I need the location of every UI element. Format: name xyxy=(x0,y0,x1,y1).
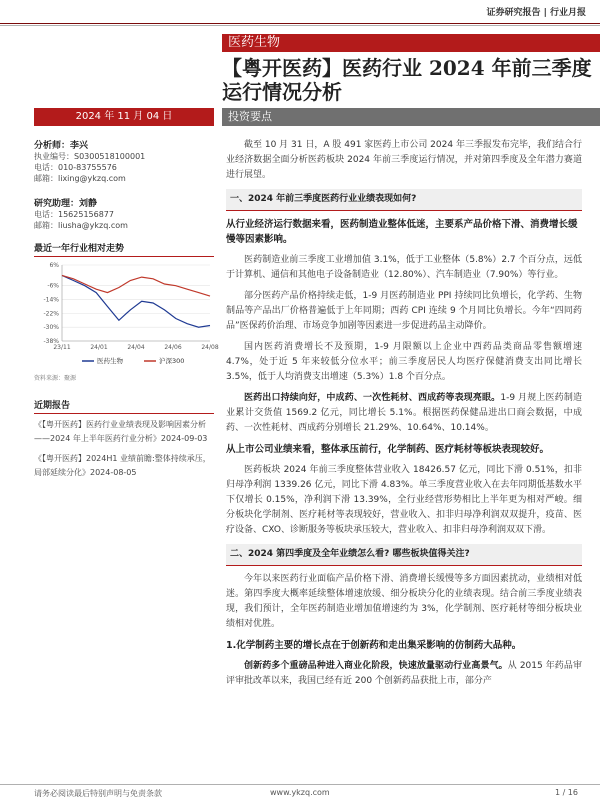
export-text: 1-9 月规上医药制造业累计交货值 1569.2 亿元，同比增长 5.1%。根据医药保健品进出口商会数据，中成药、一次性耗材、西成药分别增长 21.29%、10.64%、10.14%。 xyxy=(226,393,582,433)
x-tick-label: 24/06 xyxy=(164,344,182,351)
legend-label: 沪深300 xyxy=(159,357,185,365)
paragraph: 部分医药产品价格持续走低，1-9 月医药制造业 PPI 持续同比负增长，化学药、生物制品等产品出厂价格普遍低于上年同期；西药 CPI 连续 9 个月同比负增长。今年“四同药品”医保药价治理、市场竞争加剧等因素进一步促进药品主动降价。 xyxy=(226,291,582,331)
subsection-1-header: 1.化学制药主要的增长点在于创新药和走出集采影响的仿制药大品种。 xyxy=(226,640,522,651)
assistant-phone: 电话：15625156877 xyxy=(34,210,114,219)
y-tick-label: -14% xyxy=(43,296,59,304)
page-footer xyxy=(0,784,600,800)
intro-paragraph: 截至 10 月 31 日，A 股 491 家医药上市公司 2024 年三季报发布完毕，我们结合行业经济数据全面分析医药板块 2024 年前三季度运行情况，并对第四季度及全年潜力赛道进行展望。 xyxy=(226,140,582,180)
analyst-name: 分析师：李兴 xyxy=(34,141,89,151)
assistant-block xyxy=(34,196,214,231)
section-1-header: 一、2024 年前三季度医药行业业绩表现如何? xyxy=(226,189,582,211)
y-tick-label: -30% xyxy=(43,324,59,332)
analyst-license: 执业编号：S0300518100001 xyxy=(34,152,146,161)
trend-chart-svg xyxy=(34,259,219,371)
x-tick-label: 24/04 xyxy=(127,344,145,351)
paragraph-export xyxy=(226,391,582,436)
section-1-lead: 从行业经济运行数据来看，医药制造业整体低迷，主要系产品价格下滑、消费增长缓慢等因素影响。 xyxy=(226,219,578,245)
analyst-block xyxy=(34,138,214,184)
footer-website[interactable]: www.ykzq.com xyxy=(270,788,330,797)
recent-reports-title: 近期报告 xyxy=(34,398,214,414)
x-tick-label: 24/08 xyxy=(201,344,219,351)
page-number: 1 / 16 xyxy=(554,788,578,797)
relative-trend-chart xyxy=(34,259,219,371)
footer-disclaimer: 请务必阅读最后特别声明与免责条款 xyxy=(34,789,162,798)
paragraph: 今年以来医药行业面临产品价格下滑、消费增长缓慢等多方面因素扰动，业绩相对低迷。第四季度大概率延续整体增速放缓、细分板块分化的业绩表现。结合前三季度业绩表现，我们预计，全年医药制造业增加值增速约为 3%，化学制剂、医疗耗材等细分板块业绩相对优胜。 xyxy=(226,574,582,629)
report-date: 2024 年 11 月 04 日 xyxy=(34,108,214,126)
paragraph: 医药制造业前三季度工业增加值 3.1%，低于工业整体（5.8%）2.7 个百分点，远低于计算机、通信和其他电子设备制造业（12.80%）、汽车制造业（7.90%）等行业。 xyxy=(226,255,582,280)
y-tick-label: -38% xyxy=(43,338,59,345)
recent-report-item[interactable]: 《【粤开医药】2024H1 业绩前瞻:整体持续承压，局部延续分化》2024-08-05 xyxy=(34,454,211,477)
invest-points-header: 投资要点 xyxy=(222,108,600,126)
report-header-bar xyxy=(0,0,600,24)
innovative-drug-text: 从 2015 年药品审评审批改革以来，我国已经有近 200 个创新药品获批上市，部分产 xyxy=(226,661,582,686)
paragraph-innovative-drugs xyxy=(226,659,582,689)
assistant-email[interactable]: 邮箱：liusha@ykzq.com xyxy=(34,221,128,230)
header-rule xyxy=(0,25,600,26)
report-title: 【粤开医药】医药行业 2024 年前三季度运行情况分析 xyxy=(222,56,592,104)
paragraph: 国内医药消费增长不及预期，1-9 月限额以上企业中西药品类商品零售额增速 4.7%，处于近 5 年来较低分位水平；前三季度居民人均医疗保健消费支出同比增长 3.5%，低于人均消费支出增速（5.3%）1.8 个百分点。 xyxy=(226,342,582,382)
export-highlight: 医药出口持续向好，中成药、一次性耗材、西成药等表现亮眼。 xyxy=(244,393,501,403)
sector-tag: 医药生物 xyxy=(222,34,600,52)
analyst-email[interactable]: 邮箱：lixing@ykzq.com xyxy=(34,174,126,183)
x-tick-label: 23/11 xyxy=(53,344,71,351)
paragraph: 医药板块 2024 年前三季度整体营业收入 18426.57 亿元，同比下滑 0.51%，扣非归母净利润 1339.26 亿元，同比下滑 4.83%。单三季度营业收入在去年同期低基数水平下仅增长 0.15%，净利润下滑 13.39%，全行业经营形势相比上半年更为相对严峻。细分板块化学制剂、医疗耗材等表现较好，营业收入、扣非归母净利润双双提升，疫苗、医疗设备、CXO、诊断服务等板块承压较大，营业收入、扣非归母净利润双双下滑。 xyxy=(226,465,582,535)
y-tick-label: -6% xyxy=(47,282,59,290)
analyst-phone: 电话：010-83755576 xyxy=(34,163,117,172)
sidebar xyxy=(34,138,219,486)
chart-source: 资料来源：聚源 xyxy=(34,375,77,382)
section-1-lead-2: 从上市公司业绩来看，整体承压前行，化学制药、医疗耗材等板块表现较好。 xyxy=(226,444,550,455)
main-content xyxy=(226,138,582,695)
x-tick-label: 24/01 xyxy=(90,344,108,351)
legend-label: 医药生物 xyxy=(97,357,123,365)
innovative-drug-highlight: 创新药多个重磅品种进入商业化阶段，快速放量驱动行业高景气。 xyxy=(244,661,508,671)
assistant-name: 研究助理：刘静 xyxy=(34,199,98,209)
doc-type-label: 证券研究报告 | 行业月报 xyxy=(486,8,586,18)
section-2-header: 二、2024 第四季度及全年业绩怎么看? 哪些板块值得关注? xyxy=(226,544,582,566)
chart-title: 最近一年行业相对走势 xyxy=(34,241,214,257)
recent-report-item[interactable]: 《【粤开医药】医药行业业绩表现及影响因素分析——2024 年上半年医药行业分析》2024-09-03 xyxy=(34,420,208,443)
y-tick-label: -22% xyxy=(43,310,59,318)
y-tick-label: 6% xyxy=(49,262,59,269)
